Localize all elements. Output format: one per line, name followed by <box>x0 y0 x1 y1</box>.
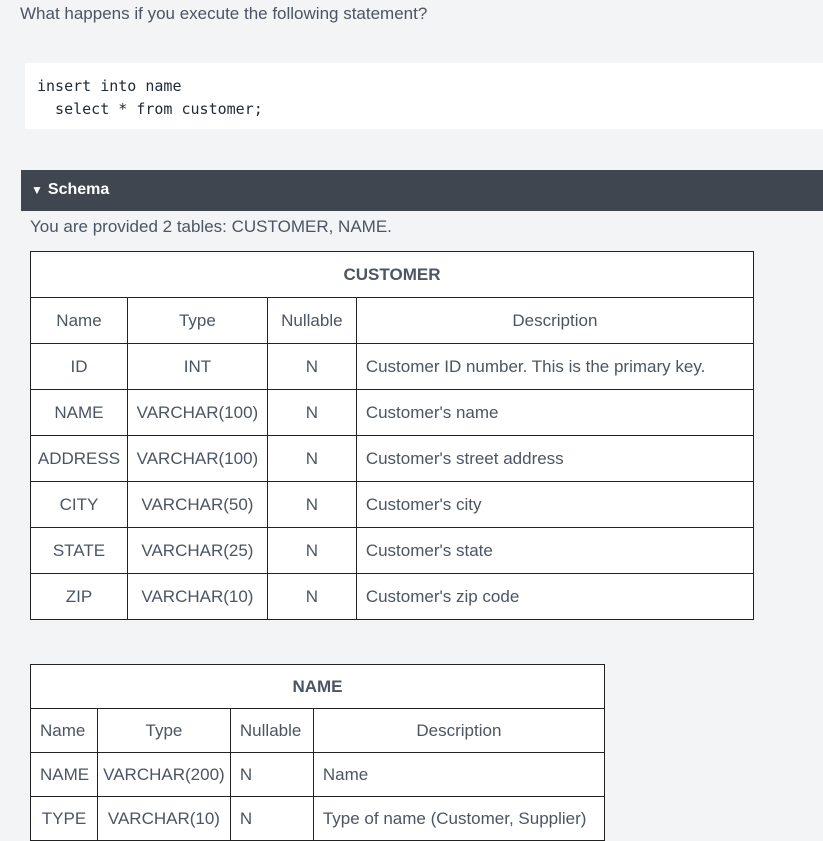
table-row <box>31 528 754 574</box>
column-header: Nullable <box>230 709 313 753</box>
table-cell: VARCHAR(50) <box>127 482 267 528</box>
table-cell: N <box>267 482 356 528</box>
table-cell: VARCHAR(200) <box>97 753 230 797</box>
column-header: Name <box>31 709 98 753</box>
column-header: Nullable <box>267 298 356 344</box>
table-row <box>31 390 754 436</box>
code-line-1: insert into name <box>37 77 182 95</box>
table-cell: Customer's city <box>356 482 753 528</box>
table-cell: VARCHAR(10) <box>97 797 230 841</box>
table-cell: NAME <box>31 753 98 797</box>
table-cell: Customer's name <box>356 390 753 436</box>
table-cell: N <box>230 797 313 841</box>
triangle-down-icon: ▼ <box>31 183 43 197</box>
table-cell: N <box>267 436 356 482</box>
table-cell: Customer's state <box>356 528 753 574</box>
code-block <box>25 63 823 129</box>
table-cell: ZIP <box>31 574 128 620</box>
table-header-row <box>31 709 605 753</box>
table-row <box>31 344 754 390</box>
table-cell: Type of name (Customer, Supplier) <box>313 797 604 841</box>
code-line-2: select * from customer; <box>37 100 263 118</box>
column-header: Description <box>356 298 753 344</box>
table-cell: Customer's street address <box>356 436 753 482</box>
name-table <box>30 664 605 841</box>
table-row <box>31 482 754 528</box>
column-header: Description <box>313 709 604 753</box>
table-cell: N <box>267 574 356 620</box>
table-cell: ID <box>31 344 128 390</box>
table-title: NAME <box>31 665 605 709</box>
table-cell: ADDRESS <box>31 436 128 482</box>
table-cell: VARCHAR(100) <box>127 436 267 482</box>
table-row <box>31 436 754 482</box>
table-cell: Name <box>313 753 604 797</box>
schema-description: You are provided 2 tables: CUSTOMER, NAME. <box>30 217 392 236</box>
table-row <box>31 574 754 620</box>
table-cell: STATE <box>31 528 128 574</box>
table-cell: Customer's zip code <box>356 574 753 620</box>
table-cell: VARCHAR(100) <box>127 390 267 436</box>
table-cell: INT <box>127 344 267 390</box>
question-text: What happens if you execute the following statement? <box>20 4 428 23</box>
table-title: CUSTOMER <box>31 252 754 298</box>
table-cell: CITY <box>31 482 128 528</box>
table-cell: VARCHAR(25) <box>127 528 267 574</box>
column-header: Name <box>31 298 128 344</box>
table-cell: Customer ID number. This is the primary key. <box>356 344 753 390</box>
table-row <box>31 797 605 841</box>
table-cell: N <box>267 344 356 390</box>
table-cell: VARCHAR(10) <box>127 574 267 620</box>
customer-table <box>30 251 754 620</box>
table-cell: TYPE <box>31 797 98 841</box>
schema-toggle[interactable] <box>21 170 823 211</box>
table-header-row <box>31 298 754 344</box>
table-cell: N <box>267 390 356 436</box>
table-cell: N <box>267 528 356 574</box>
schema-title: Schema <box>47 181 110 198</box>
column-header: Type <box>127 298 267 344</box>
table-cell: NAME <box>31 390 128 436</box>
table-cell: N <box>230 753 313 797</box>
table-row <box>31 753 605 797</box>
column-header: Type <box>97 709 230 753</box>
